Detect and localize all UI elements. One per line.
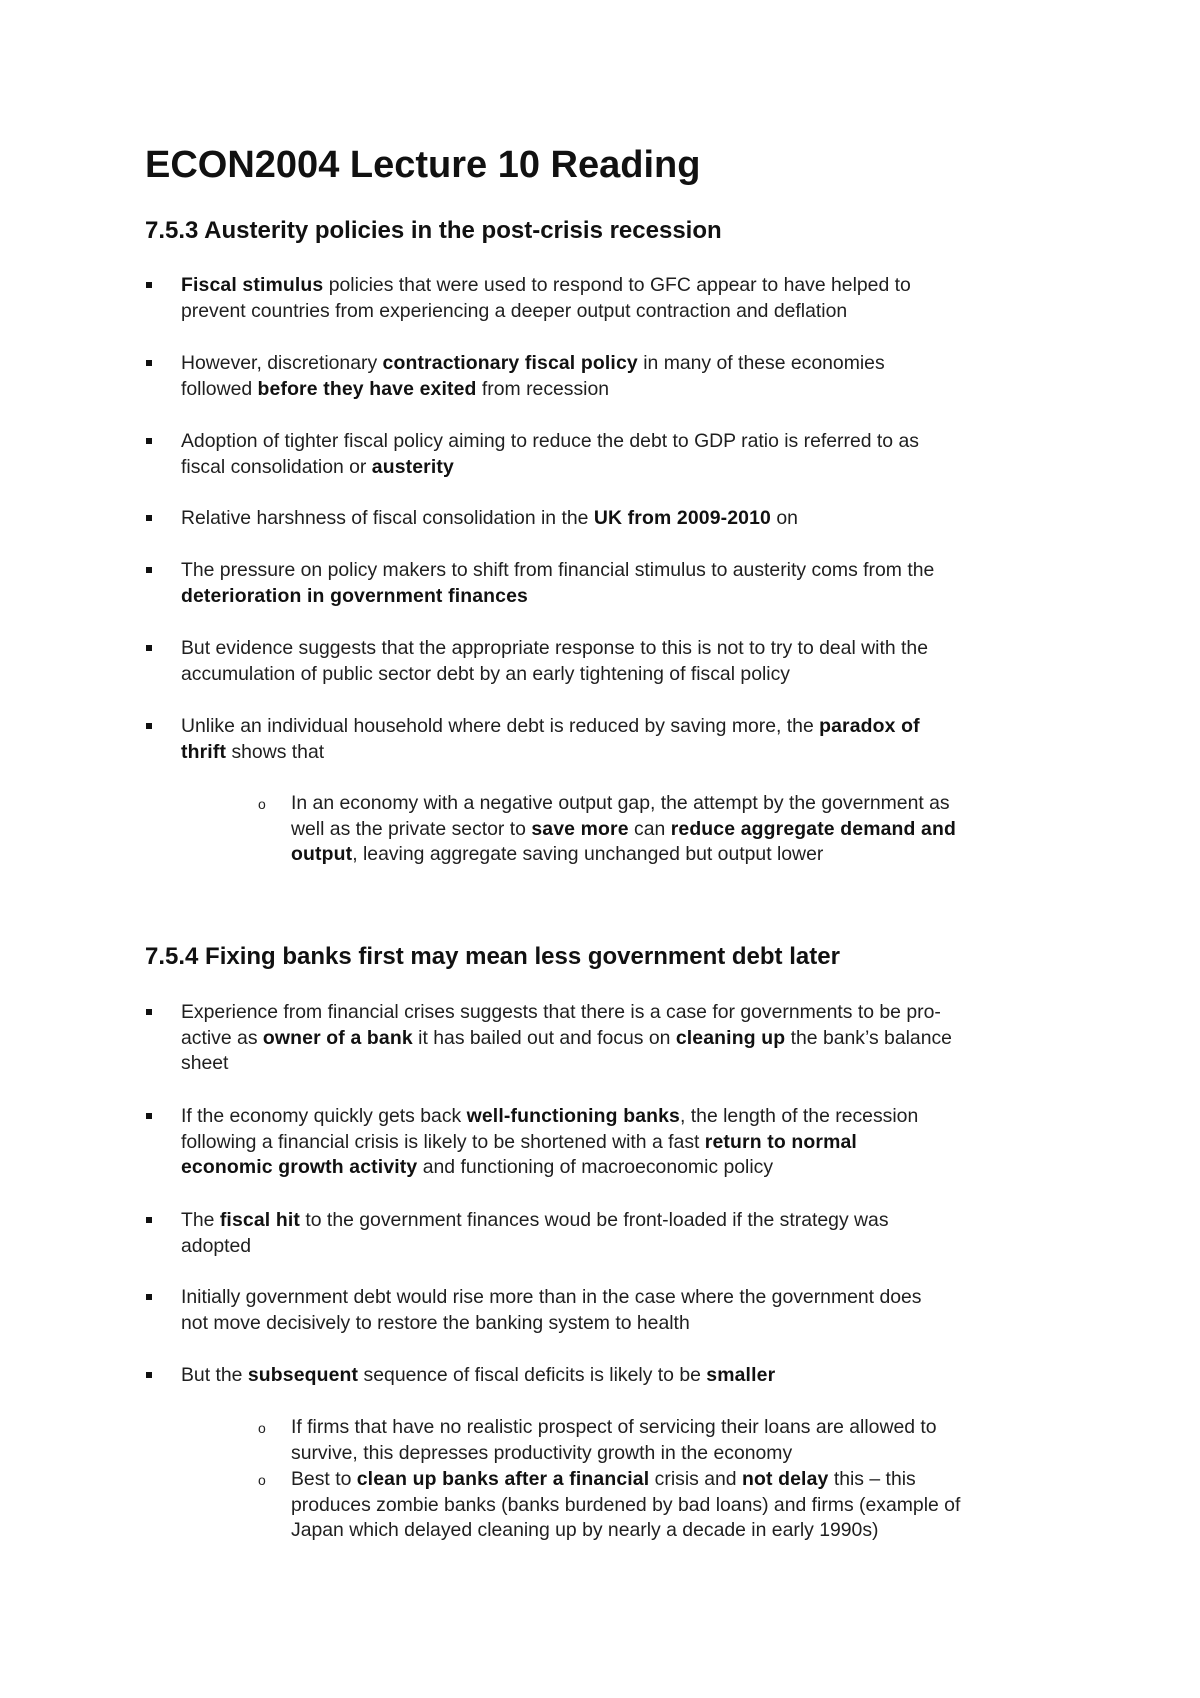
bold-text: smaller [706, 1364, 776, 1386]
text-line [181, 1130, 1071, 1156]
text-run: not move decisively to restore the banking system to health [181, 1311, 690, 1334]
square-bullet-icon [146, 438, 152, 444]
text-line [291, 791, 1071, 817]
text-run: Unlike an individual household where debt is reduced by saving more, the [181, 715, 820, 737]
bullet-item [181, 636, 1071, 687]
bold-text: well-functioning banks [466, 1105, 680, 1127]
bullet-item [181, 1208, 1071, 1259]
text-run: Best to [291, 1468, 357, 1490]
page-title: ECON2004 Lecture 10 Reading [145, 144, 701, 186]
text-run: If firms that have no realistic prospect of servicing their loans are allowed to [291, 1416, 937, 1438]
text-line [181, 1104, 1071, 1130]
text-line [181, 429, 1071, 455]
text-line [181, 299, 1071, 325]
text-line [291, 1467, 1071, 1493]
bullet-item [181, 558, 1071, 609]
bold-text: owner of a bank [262, 1026, 413, 1049]
bold-text: paradox of [819, 715, 920, 737]
bold-text: cleaning up [675, 1026, 786, 1049]
text-line [291, 842, 1071, 868]
text-run: adopted [181, 1234, 252, 1257]
text-run: and functioning of macroeconomic policy [417, 1156, 774, 1178]
text-run: the bank’s balance [785, 1026, 952, 1049]
text-run: survive, this depresses productivity growth in the economy [291, 1441, 793, 1464]
square-bullet-icon [146, 1217, 152, 1223]
text-line [291, 817, 1071, 843]
bold-text: thrift [181, 740, 227, 763]
text-run: But the [181, 1364, 248, 1386]
square-bullet-icon [146, 1372, 152, 1378]
bold-text: before they have exited [257, 377, 477, 400]
text-line [181, 636, 1071, 662]
bold-text: deterioration in government finances [181, 584, 528, 607]
text-line [181, 1000, 1071, 1026]
bold-text: austerity [371, 455, 454, 478]
square-bullet-icon [146, 282, 152, 288]
text-line [291, 1415, 1071, 1441]
text-line [291, 1493, 1071, 1519]
text-run: policies that were used to respond to GFC appear to have helped to [323, 274, 911, 296]
text-line [181, 558, 1071, 584]
text-run: Relative harshness of fiscal consolidation in the [181, 507, 594, 529]
bold-text: return to normal [704, 1130, 857, 1153]
text-run: Japan which delayed cleaning up by nearly a decade in early 1990s) [291, 1519, 879, 1541]
section-heading-austerity: 7.5.3 Austerity policies in the post-crisis recession [145, 217, 722, 244]
bold-text: save more [531, 817, 629, 840]
text-run: However, discretionary [181, 352, 383, 374]
text-run: , the length of the recession [680, 1105, 919, 1127]
text-run: following a financial crisis is likely to be shortened with a fast [181, 1130, 705, 1153]
text-line [181, 377, 1071, 403]
bold-text: fiscal hit [219, 1209, 300, 1231]
text-line [181, 455, 1071, 481]
text-run: Experience from financial crises suggests that there is a case for governments to be pro- [181, 1001, 941, 1023]
circle-bullet-icon: o [258, 1420, 266, 1436]
text-line [291, 1518, 1071, 1544]
text-line [181, 714, 1071, 740]
text-line [181, 1208, 1071, 1234]
text-run: this – this [828, 1468, 916, 1490]
text-run: sheet [181, 1052, 229, 1074]
bullet-item [181, 1000, 1071, 1077]
text-run: followed [181, 377, 258, 400]
circle-bullet-icon: o [258, 796, 266, 812]
text-run: to the government finances woud be front-loaded if the strategy was [299, 1209, 889, 1231]
text-run: from recession [476, 377, 610, 400]
text-line [181, 740, 1071, 766]
text-line [181, 584, 1071, 610]
text-line [181, 1026, 1071, 1052]
text-run: produces zombie banks (banks burdened by bad loans) and firms (example of [291, 1493, 961, 1516]
text-line [181, 506, 1071, 532]
text-run: If the economy quickly gets back [181, 1105, 467, 1127]
square-bullet-icon [146, 645, 152, 651]
text-line [181, 1051, 1071, 1077]
bullet-item [181, 1285, 1071, 1336]
text-line [181, 1155, 1071, 1181]
text-run: In an economy with a negative output gap, the attempt by the government as [291, 792, 950, 814]
bullet-item [181, 1104, 1071, 1181]
text-run: sequence of fiscal deficits is likely to be [358, 1364, 707, 1386]
text-run: prevent countries from experiencing a deeper output contraction and deflation [181, 299, 848, 322]
text-run: can [628, 817, 671, 840]
text-line [291, 1441, 1071, 1467]
square-bullet-icon [146, 723, 152, 729]
sub-bullet-item [258, 1467, 1071, 1544]
bold-text: reduce aggregate demand and [670, 817, 956, 840]
bullet-item [181, 429, 1071, 480]
bullet-item [181, 506, 1071, 532]
text-run: accumulation of public sector debt by an early tightening of fiscal policy [181, 662, 790, 685]
text-line [181, 273, 1071, 299]
square-bullet-icon [146, 1009, 152, 1015]
bold-text: output [291, 843, 353, 865]
square-bullet-icon [146, 515, 152, 521]
text-run: fiscal consolidation or [181, 455, 372, 478]
bullet-item [181, 1363, 1071, 1389]
text-line [181, 662, 1071, 688]
bold-text: clean up banks after a financial [356, 1468, 650, 1490]
bold-text: subsequent [247, 1364, 359, 1386]
square-bullet-icon [146, 360, 152, 366]
text-run: Adoption of tighter fiscal policy aiming to reduce the debt to GDP ratio is referred to as [181, 430, 919, 452]
bullet-item [181, 714, 1071, 765]
square-bullet-icon [146, 1294, 152, 1300]
text-run: in many of these economies [637, 352, 885, 374]
text-line [181, 1311, 1071, 1337]
bold-text: not delay [741, 1468, 829, 1490]
text-run: Initially government debt would rise more than in the case where the government does [181, 1286, 922, 1308]
text-run: active as [181, 1026, 263, 1049]
text-run: , leaving aggregate saving unchanged but output lower [352, 843, 824, 865]
text-run: on [770, 507, 798, 529]
text-line [181, 351, 1071, 377]
text-run: well as the private sector to [291, 817, 532, 840]
bold-text: Fiscal stimulus [181, 274, 324, 296]
text-run: The pressure on policy makers to shift from financial stimulus to austerity coms from the [181, 559, 935, 581]
bold-text: UK from 2009-2010 [593, 507, 771, 529]
text-run: it has bailed out and focus on [412, 1026, 676, 1049]
bold-text: economic growth activity [181, 1156, 418, 1178]
bullet-item [181, 273, 1071, 324]
square-bullet-icon [146, 1113, 152, 1119]
text-line [181, 1363, 1071, 1389]
text-run: But evidence suggests that the appropriate response to this is not to try to deal with the [181, 637, 928, 659]
text-run: crisis and [649, 1468, 742, 1490]
circle-bullet-icon: o [258, 1472, 266, 1488]
sub-bullet-item [258, 1415, 1071, 1466]
section-heading-fixing-banks: 7.5.4 Fixing banks first may mean less government debt later [145, 943, 840, 970]
text-run: The [181, 1209, 220, 1231]
text-run: shows that [226, 740, 325, 763]
square-bullet-icon [146, 567, 152, 573]
text-line [181, 1234, 1071, 1260]
sub-bullet-item [258, 791, 1071, 868]
bullet-item [181, 351, 1071, 402]
bold-text: contractionary fiscal policy [382, 352, 638, 374]
text-line [181, 1285, 1071, 1311]
